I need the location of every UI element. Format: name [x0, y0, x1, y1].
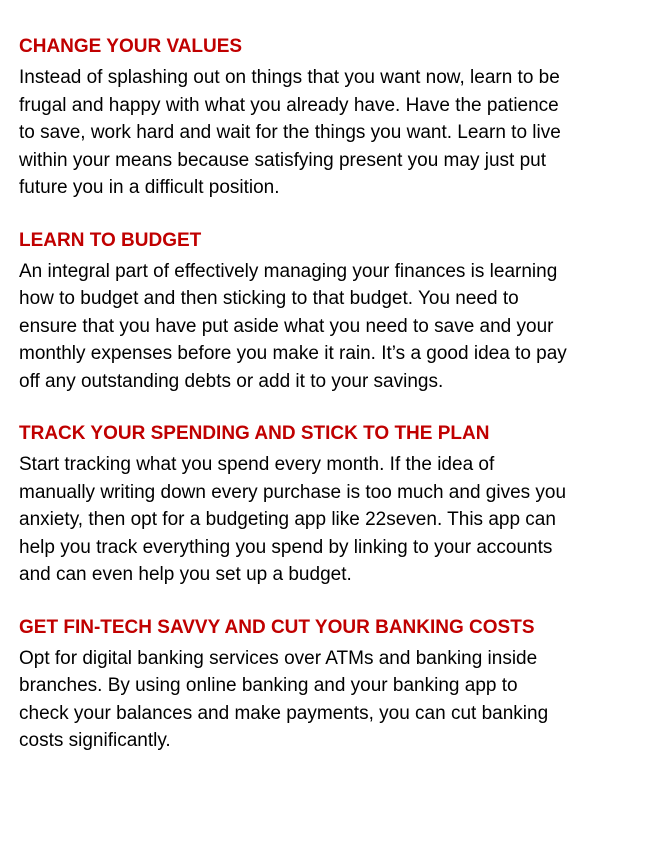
- section-track-your-spending: [19, 422, 630, 589]
- section-heading: TRACK YOUR SPENDING AND STICK TO THE PLAN: [19, 423, 490, 444]
- section-heading: GET FIN-TECH SAVVY AND CUT YOUR BANKING COSTS: [19, 616, 535, 638]
- section-body: An integral part of effectively managing your finances is learning how to budget and then sticking to that budget. You need to ensure that you have put aside what you need to save and your monthly expenses before you make it rain. It’s a good idea to pay off any outstanding debts or add it to your savings.: [19, 260, 567, 392]
- section-heading: LEARN TO BUDGET: [19, 229, 202, 251]
- section-body: Start tracking what you spend every month. If the idea of manually writing down every purchase is too much and gives you anxiety, then opt for a budgeting app like 22seven. This app can help you track everything you spend by linking to your accounts and can even help you set up a budget.: [19, 454, 567, 585]
- section-fin-tech-savvy: [19, 616, 630, 755]
- section-body: Instead of splashing out on things that you want now, learn to be frugal and happy with what you already have. Have the patience to save, work hard and wait for the things you want. Learn to live within your means because satisfying present you may just put future you in a difficult position.: [19, 67, 561, 198]
- section-body: Opt for digital banking services over ATMs and banking inside branches. By using online banking and your banking app to check your balances and make payments, you can cut banking costs significantly.: [19, 647, 549, 751]
- section-heading: CHANGE YOUR VALUES: [19, 36, 243, 57]
- section-learn-to-budget: [19, 229, 630, 396]
- section-change-your-values: [19, 35, 630, 202]
